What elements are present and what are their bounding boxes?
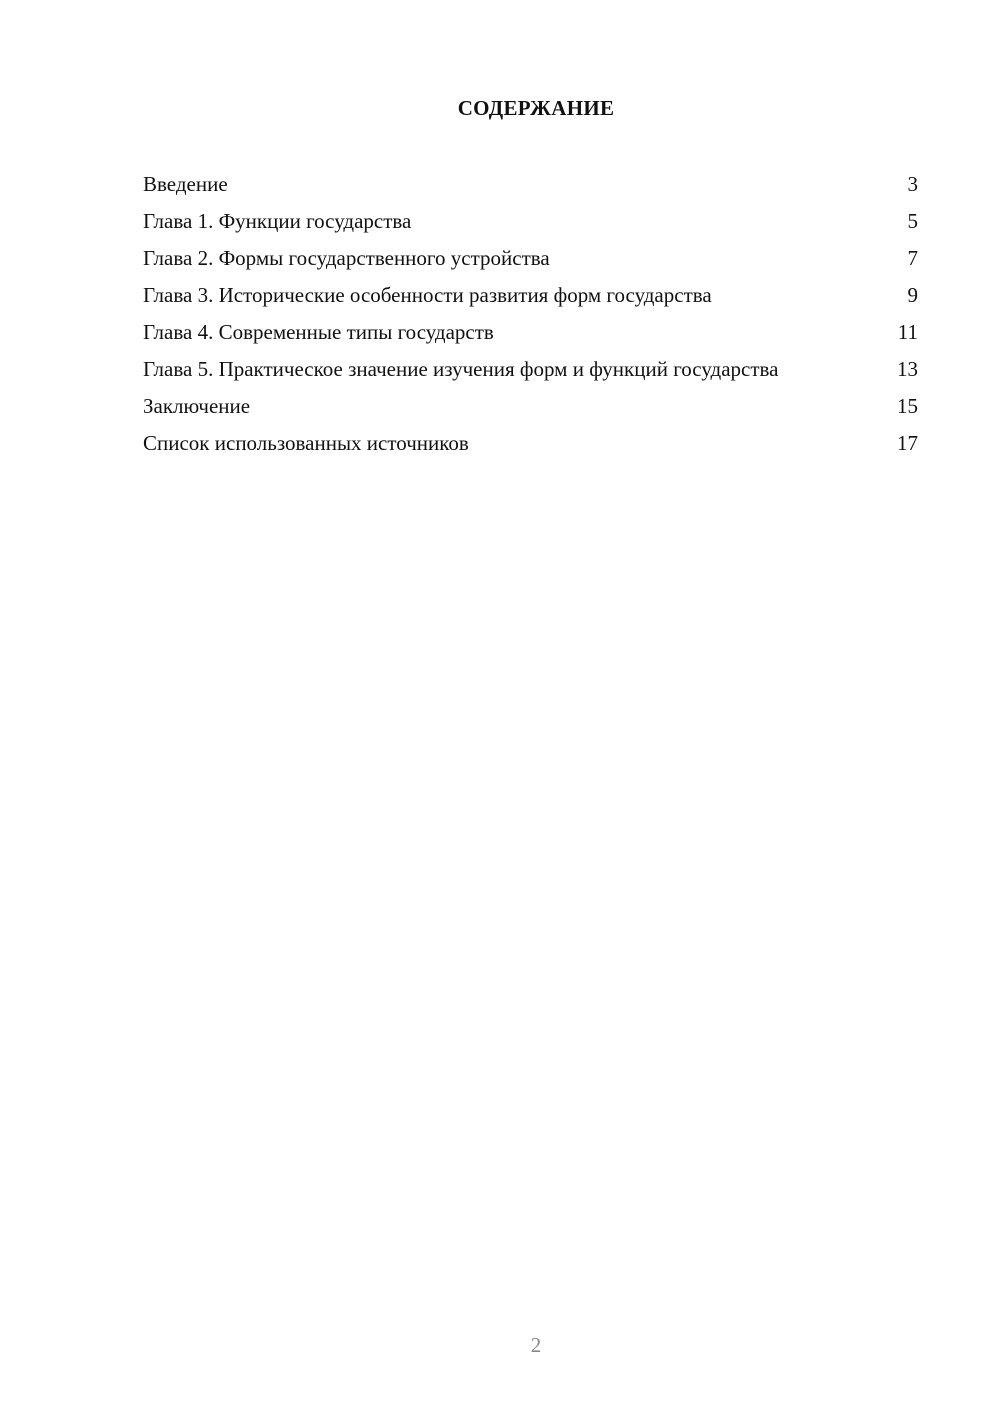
toc-entry-page: 11: [897, 320, 918, 344]
toc-entry-title: Заключение: [143, 394, 251, 418]
toc-heading: СОДЕРЖАНИЕ: [457, 96, 615, 120]
toc-entry-page: 7: [907, 246, 918, 270]
toc-entry-title: Глава 1. Функции государства: [143, 209, 412, 233]
toc-entry-references: [143, 430, 918, 457]
toc-entry-title: Глава 3. Исторические особенности развития форм государства: [143, 283, 712, 307]
toc-entry-page: 13: [897, 357, 918, 381]
toc-entry-introduction: [143, 171, 918, 198]
toc-entry-chapter-2: [143, 245, 918, 272]
toc-entry-title: Глава 5. Практическое значение изучения форм и функций государства: [143, 357, 779, 381]
toc-entry-title: Глава 2. Формы государственного устройства: [143, 246, 550, 270]
page-number: 2: [530, 1333, 542, 1357]
toc-entry-title: Глава 4. Современные типы государств: [143, 320, 494, 344]
toc-entry-title: Список использованных источников: [143, 431, 469, 455]
toc-entry-page: 5: [907, 209, 918, 233]
toc-entry-title: Введение: [143, 172, 228, 196]
toc-entry-chapter-3: [143, 282, 918, 309]
table-of-contents: [143, 171, 918, 467]
toc-entry-page: 9: [907, 283, 918, 307]
toc-entry-chapter-1: [143, 208, 918, 235]
toc-entry-page: 15: [897, 394, 918, 418]
toc-entry-page: 17: [897, 431, 918, 455]
toc-entry-chapter-4: [143, 319, 918, 346]
toc-entry-chapter-5: [143, 356, 918, 383]
toc-entry-page: 3: [907, 172, 918, 196]
toc-entry-conclusion: [143, 393, 918, 420]
